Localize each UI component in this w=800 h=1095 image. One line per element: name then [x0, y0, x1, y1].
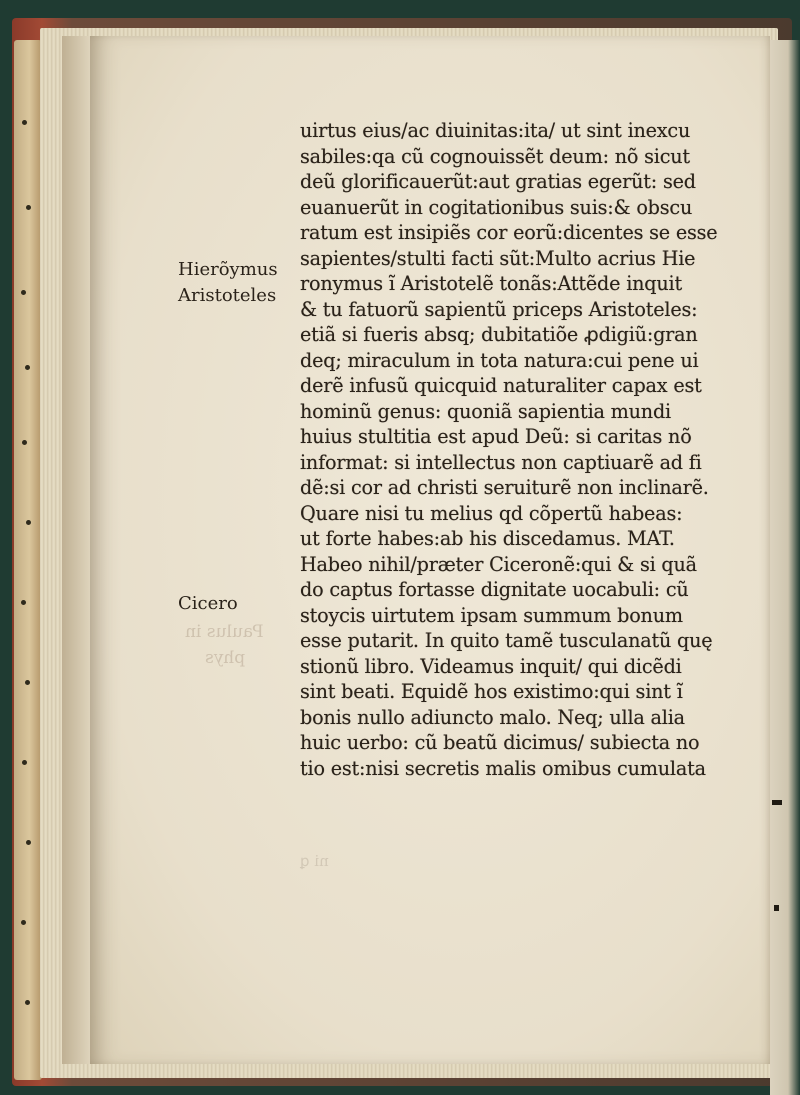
text-line: sabiles:qa cũ cognouissẽt deum: nõ sicut — [300, 144, 690, 168]
text-line: ronymus ĩ Aristotelẽ tonãs:Attẽde inquit — [300, 272, 682, 295]
text-line: sint beati. Equidẽ hos existimo:qui sint ĩ — [300, 680, 683, 703]
main-text-block — [300, 118, 718, 781]
text-line: deq; miraculum in tota natura:cui pene ui — [300, 348, 699, 372]
bleed-through: Paulus in — [185, 622, 264, 642]
bleed-through: phys — [205, 648, 246, 668]
text-line: huic uerbo: cũ beatũ dicimus/ subiecta no — [300, 731, 700, 754]
marginal-note-aristoteles: Aristoteles — [178, 285, 277, 306]
text-line: stionũ libro. Videamus inquit/ qui dicẽdi — [300, 654, 682, 678]
bleed-through: ni ꝗ — [300, 852, 329, 870]
text-line: Quare nisi tu melius qd cõpertũ habeas: — [300, 501, 683, 525]
text-line: uirtus eius/ac diuinitas:ita/ ut sint inexcu — [300, 119, 691, 142]
text-line: derẽ infusũ quicquid naturaliter capax est — [300, 374, 702, 397]
text-line: stoycis uirtutem ipsam summum bonum — [300, 603, 683, 627]
text-line: deũ glorificauerũt:aut gratias egerũt: sed — [300, 170, 696, 193]
text-line: huius stultitia est apud Deũ: si caritas nõ — [300, 425, 692, 448]
marginal-note-hieronymus: Hierõymus — [178, 259, 278, 280]
edge-mark — [774, 905, 779, 911]
text-line: dẽ:si cor ad christi seruiturẽ non inclinarẽ. — [300, 476, 709, 499]
text-line: etiã si fueris absq; dubitatiõe ꝓdigiũ:gran — [300, 323, 698, 346]
right-page-edge — [770, 40, 800, 1095]
text-line: tio est:nisi secretis malis omibus cumulata — [300, 756, 706, 780]
marginal-note-cicero: Cicero — [178, 593, 238, 614]
text-line: informat: si intellectus non captiuarẽ ad fi — [300, 450, 702, 474]
text-line: esse putarit. In quito tamẽ tusculanatũ quę — [300, 629, 713, 652]
text-line: Habeo nihil/præter Ciceronẽ:qui & si quã — [300, 552, 697, 576]
text-line: ut forte habes:ab his discedamus. MAT. — [300, 527, 675, 550]
binding-tape — [14, 40, 42, 1080]
text-line: ratum est insipiẽs cor eorũ:dicentes se esse — [300, 221, 718, 244]
text-line: do captus fortasse dignitate uocabuli: cũ — [300, 578, 689, 601]
text-line: euanuerũt in cogitationibus suis:& obscu — [300, 195, 693, 219]
edge-mark — [772, 800, 782, 805]
text-line: & tu fatuorũ sapientũ priceps Aristoteles: — [300, 297, 698, 321]
text-line: bonis nullo adiuncto malo. Neq; ulla alia — [300, 705, 685, 729]
text-line: hominũ genus: quoniã sapientia mundi — [300, 399, 671, 423]
text-line: sapientes/stulti facti sũt:Multo acrius Hie — [300, 246, 696, 270]
